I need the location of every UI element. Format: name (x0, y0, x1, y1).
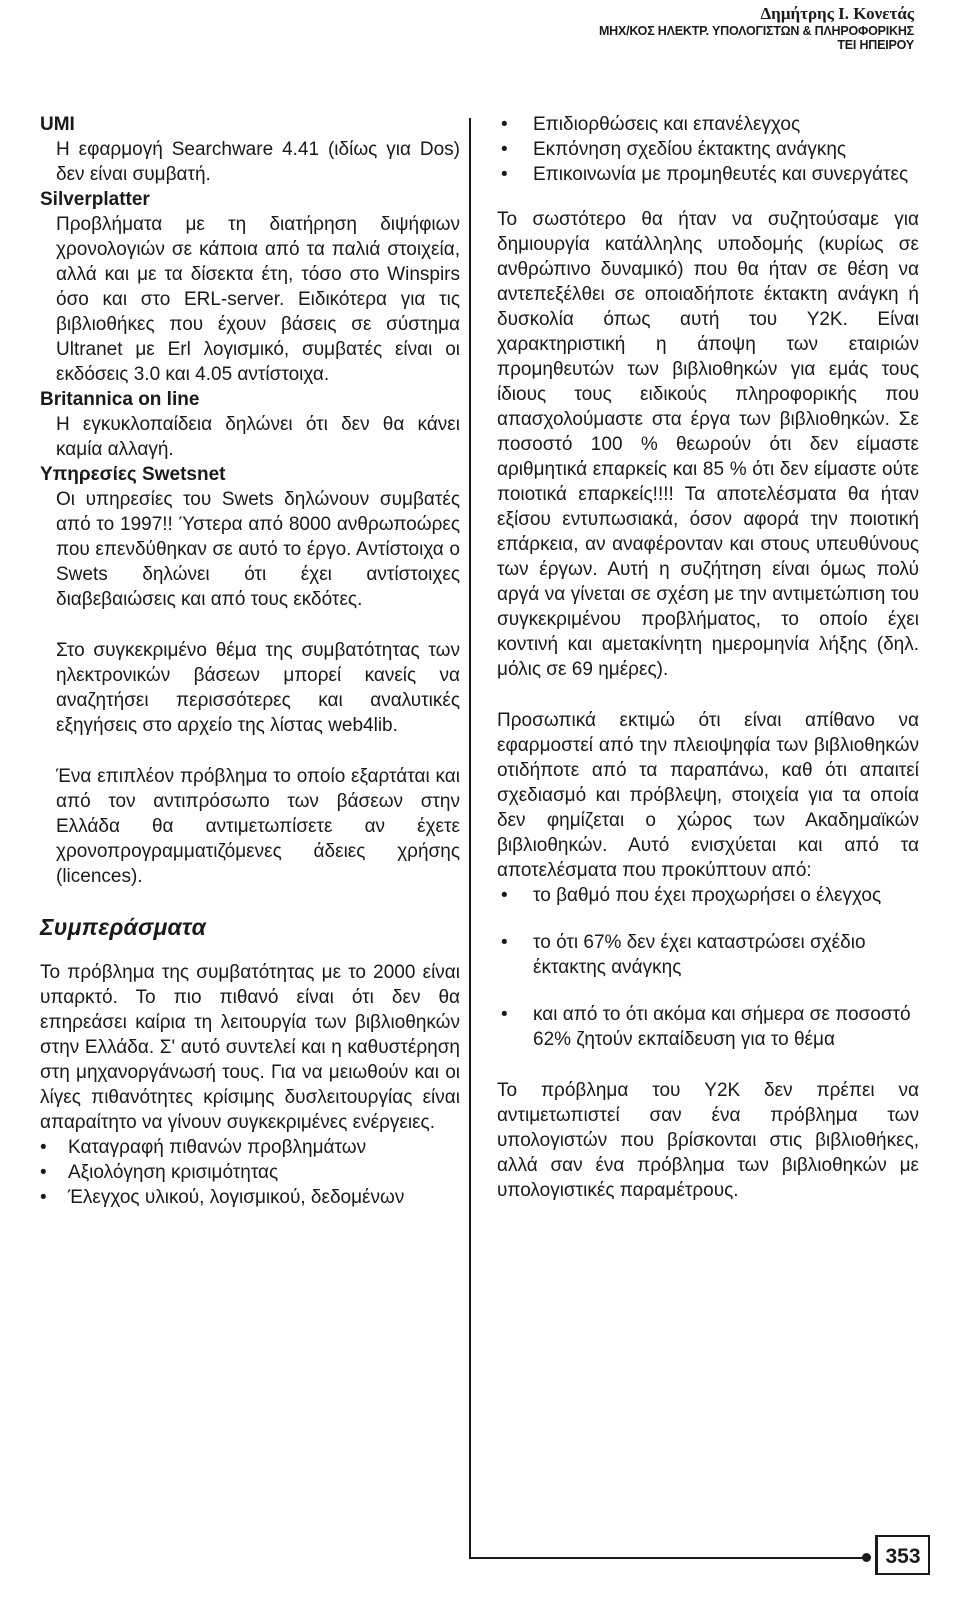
right-column (497, 112, 919, 1203)
actions-continued-list (497, 112, 919, 187)
list-item: • και από το ότι ακόμα και σήμερα σε ποσοστό 62% ζητούν εκπαίδευση για το θέμα (497, 1002, 919, 1052)
left-column (40, 112, 460, 1210)
footer-rule (469, 1557, 869, 1559)
list-item: • Αξιολόγηση κρισιμότητας (40, 1160, 460, 1185)
britannica-text: Η εγκυκλοπαίδεια δηλώνει ότι δεν θα κάνει καμία αλλαγή. (56, 414, 460, 460)
silverplatter-heading: Silverplatter (40, 189, 150, 210)
list-item: • το βαθμό που έχει προχωρήσει ο έλεγχος (497, 883, 919, 908)
list-item: • Έλεγχος υλικού, λογισμικού, δεδομένων (40, 1185, 460, 1210)
umi-text: Η εφαρμογή Searchware 4.41 (ιδίως για Dos) δεν είναι συμβατή. (56, 139, 460, 185)
final-paragraph: Το πρόβλημα του Y2K δεν πρέπει να αντιμετωπιστεί σαν ένα πρόβλημα των υπολογιστών που βρίσκονται στις βιβλιοθήκες, αλλά σαν ένα πρόβλημα των βιβλιοθηκών με υπολογιστικές παραμέτρους. (497, 1080, 919, 1201)
swetsnet-text: Οι υπηρεσίες του Swets δηλώνουν συμβατές από το 1997!! Ύστερα από 8000 ανθρωποώρες που επενδύθηκαν σε αυτό το έργο. Αντίστοιχα ο Swets δηλώνει ότι έχει αντίστοιχες διαβεβαιώσεις και από τους εκδότες. (56, 489, 460, 610)
personal-paragraph: Προσωπικά εκτιμώ ότι είναι απίθανο να εφαρμοστεί από την πλειοψηφία των βιβλιοθηκών οτιδήποτε από τα παραπάνω, καθ ότι απαιτεί σχεδιασμό και πρόβλεψη, στοιχεία για τα οποία δεν φημίζεται ο χώρος των Ακαδημαϊκών βιβλιοθηκών. Αυτό ενισχύεται και από τα αποτελέσματα που προκύπτουν από: (497, 710, 919, 881)
results-list (497, 883, 919, 1052)
column-divider (469, 118, 471, 1558)
britannica-heading: Britannica on line (40, 389, 200, 410)
list-item: • Καταγραφή πιθανών προβλημάτων (40, 1135, 460, 1160)
list-item: • Επικοινωνία με προμηθευτές και συνεργάτες (497, 162, 919, 187)
department-name: ΜΗΧ/ΚΟΣ ΗΛΕΚΤΡ. ΥΠΟΛΟΓΙΣΤΩΝ & ΠΛΗΡΟΦΟΡΙΚΗΣ (598, 23, 914, 38)
conclusions-text: Το πρόβλημα της συμβατότητας με το 2000 είναι υπαρκτό. Το πιο πιθανό είναι ότι δεν θα επηρεάσει καίρια τη λειτουργία των βιβλιοθηκών στην Ελλάδα. Σ' αυτό συντελεί και η καθυστέρηση στη μηχανοργάνωσή τους. Για να μειωθούν και οι λίγες πιθανότητες κρίσιμης δυσλειτουργίας είναι απαραίτητο να γίνουν συγκεκριμένες ενέργειες. (40, 962, 460, 1133)
institution-name: ΤΕΙ ΗΠΕΙΡΟΥ (837, 37, 914, 52)
list-item: • το ότι 67% δεν έχει καταστρώσει σχέδιο έκτακτης ανάγκης (497, 930, 919, 980)
silverplatter-text: Προβλήματα με τη διατήρηση διψήφιων χρονολογιών σε κάποια από τα παλιά στοιχεία, αλλά και με τα δίσεκτα έτη, τόσο στο Winspirs όσο και στο ERL-server. Ειδικότερα για τις βιβλιοθήκες που έχουν βάσεις σε σύστημα Ultranet με Erl λογισμικό, συμβατές είναι οι εκδόσεις 3.0 και 4.05 αντίστοιχα. (56, 214, 460, 385)
web4lib-paragraph: Στο συγκεκριμένο θέμα της συμβατότητας των ηλεκτρονικών βάσεων μπορεί κανείς να αναζητήσει περισσότερες και αναλυτικές εξηγήσεις στο αρχείο της λίστας web4lib. (56, 640, 460, 736)
conclusions-heading: Συμπεράσματα (40, 914, 207, 940)
swetsnet-heading: Υπηρεσίες Swetsnet (40, 464, 226, 485)
author-name: Δημήτρης Ι. Κονετάς (760, 4, 914, 23)
list-item: • Εκπόνηση σχεδίου έκτακτης ανάγκης (497, 137, 919, 162)
umi-heading: UMI (40, 114, 75, 135)
page-header (599, 4, 914, 52)
infrastructure-paragraph: Το σωστότερο θα ήταν να συζητούσαμε για δημιουργία κατάλληλης υποδομής (κυρίως σε ανθρώπινο δυναμικό) που θα ήταν σε θέση να αντεπεξέλθει σε οποιαδήποτε έκτακτη ανάγκη ή δυσκολία όπως αυτή του Y2K. Είναι χαρακτηριστική η άποψη των εταιριών προμηθευτών των βιβλιοθηκών για εμάς τους ίδιους τους ειδικούς πληροφορικής που απασχολούμαστε στα έργα των βιβλιοθηκών. Σε ποσοστό 100 % θεωρούν ότι δεν είμαστε αριθμητικά επαρκείς και 85 % ότι δεν είμαστε ούτε ποιοτικά επαρκείς!!!! Τα αποτελέσματα θα ήταν εξίσου εντυπωσιακά, όσον αφορά την ποιοτική επάρκεια, αν αναφέρονταν και στους υπευθύνους των έργων. Αυτή η συζήτηση είναι όμως πολύ αργά να γίνεται σε σχέση με την αντιμετώπιση του συγκεκριμένου προβλήματος, το οποίο έχει κοντινή και αμετακίνητη ημερομηνία λήξης (δηλ. μόλις σε 69 ημέρες). (497, 209, 919, 680)
list-item: • Επιδιορθώσεις και επανέλεγχος (497, 112, 919, 137)
page-number: 353 (875, 1535, 930, 1575)
footer-dot (862, 1553, 871, 1562)
licences-paragraph: Ένα επιπλέον πρόβλημα το οποίο εξαρτάται και από τον αντιπρόσωπο των βάσεων στην Ελλάδα θα αντιμετωπίσετε αν έχετε χρονοπρογραμματιζόμενες άδειες χρήσης (licences). (56, 766, 460, 887)
actions-list (40, 1135, 460, 1210)
